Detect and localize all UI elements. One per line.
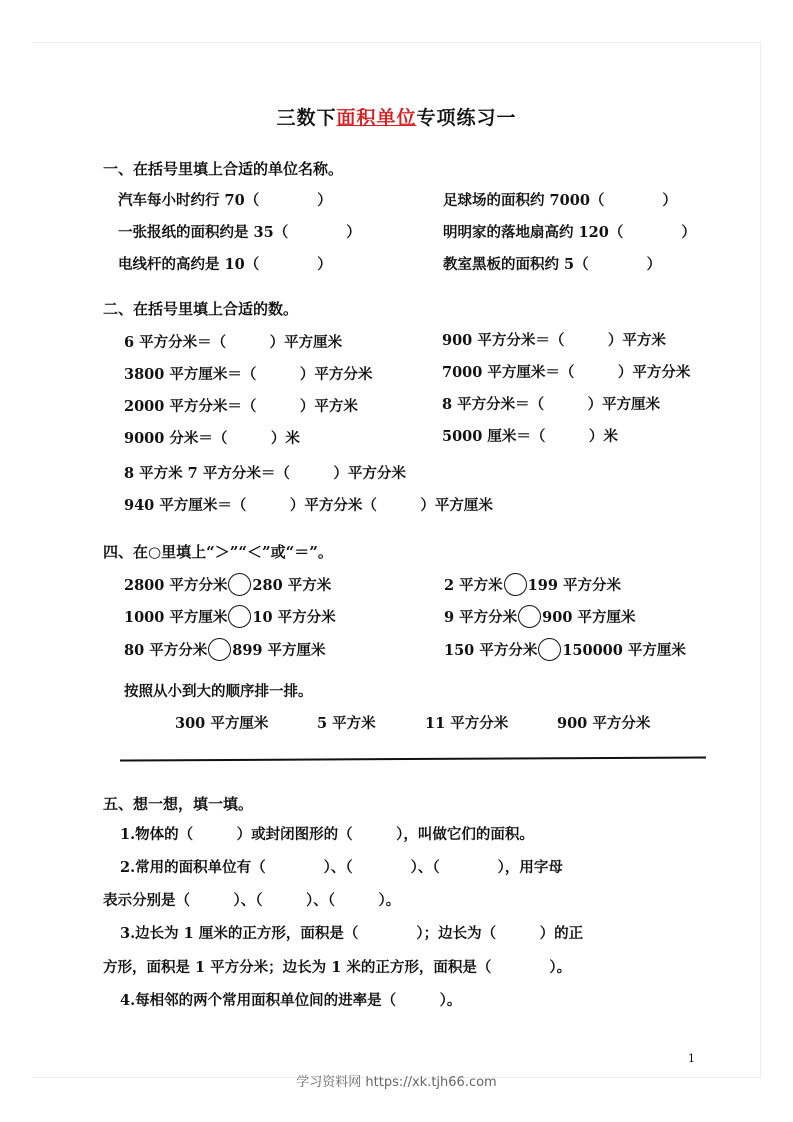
s2-q7: 9000 分米＝（ ）米 [124,430,300,447]
order-instruction: 按照从小到大的顺序排一排。 [124,683,313,700]
s1-q1: 汽车每小时约行 70（ ） [118,192,332,209]
s4-right-row3: 150 平方分米 150000 平方厘米 [444,638,686,661]
compare-circle[interactable] [504,573,527,596]
compare-circle[interactable] [228,573,251,596]
s2-q5: 2000 平方分米＝（ ）平方米 [124,398,358,415]
section1-heading: 一、在括号里填上合适的单位名称。 [103,160,344,178]
compare-circle[interactable] [538,638,561,661]
page-title: 三数下面积单位专项练习一 [276,107,517,129]
s1-q2: 足球场的面积约 7000（ ） [443,192,677,209]
order-item: 11 平方分米 [425,715,509,732]
order-item: 5 平方米 [317,715,376,732]
page-number: 1 [688,1052,695,1065]
s5-line5: 方形，面积是 1 平方分米；边长为 1 米的正方形，面积是（ ）。 [103,959,572,976]
order-item: 900 平方分米 [557,715,651,732]
s1-q6: 教室黑板的面积约 5（ ） [443,256,662,273]
s1-q4: 明明家的落地扇高约 120（ ） [443,224,696,241]
title-highlight: 面积单位 [336,107,417,129]
s2-q8: 5000 厘米＝（ ）米 [442,428,618,445]
s2-q1: 6 平方分米＝（ ）平方厘米 [124,334,343,351]
section4-heading: 四、在○里填上“＞”“＜”或“＝”。 [103,543,333,561]
s5-line4: 3.边长为 1 厘米的正方形，面积是（ ）；边长为（ ）的正 [120,925,584,942]
order-item: 300 平方厘米 [175,715,269,732]
s1-q5: 电线杆的高约是 10（ ） [118,256,332,273]
s2-q10: 940 平方厘米＝（ ）平方分米（ ）平方厘米 [124,497,493,514]
s1-q3: 一张报纸的面积约是 35（ ） [118,224,361,241]
s4-right-row2: 9 平方分米 900 平方厘米 [444,605,635,628]
compare-circle[interactable] [228,605,251,628]
s2-q2: 900 平方分米＝（ ）平方米 [442,332,666,349]
compare-circle[interactable] [208,638,231,661]
s5-line3: 表示分别是（ ）、（ ）、（ ）。 [103,892,401,909]
s2-q9: 8 平方米 7 平方分米＝（ ）平方分米 [124,465,406,482]
s2-q4: 7000 平方厘米＝（ ）平方分米 [442,364,691,381]
compare-circle[interactable] [518,605,541,628]
s4-left-row1: 2800 平方分米 280 平方米 [124,573,331,596]
footer-watermark: 学习资料网 https://xk.tjh66.com [296,1075,497,1090]
s4-left-row2: 1000 平方厘米 10 平方分米 [124,605,336,628]
s5-line1: 1.物体的（ ）或封闭图形的（ ），叫做它们的面积。 [120,826,534,843]
s2-q6: 8 平方分米＝（ ）平方厘米 [442,396,661,413]
s5-line6: 4.每相邻的两个常用面积单位间的进率是（ ）。 [120,992,462,1009]
section5-heading: 五、想一想，填一填。 [103,795,254,813]
section2-heading: 二、在括号里填上合适的数。 [103,300,299,318]
s4-right-row1: 2 平方米 199 平方分米 [444,573,621,596]
s4-left-row3: 80 平方分米 899 平方厘米 [124,638,326,661]
s2-q3: 3800 平方厘米＝（ ）平方分米 [124,366,373,383]
s5-line2: 2.常用的面积单位有（ ）、（ ）、（ ），用字母 [120,859,563,876]
